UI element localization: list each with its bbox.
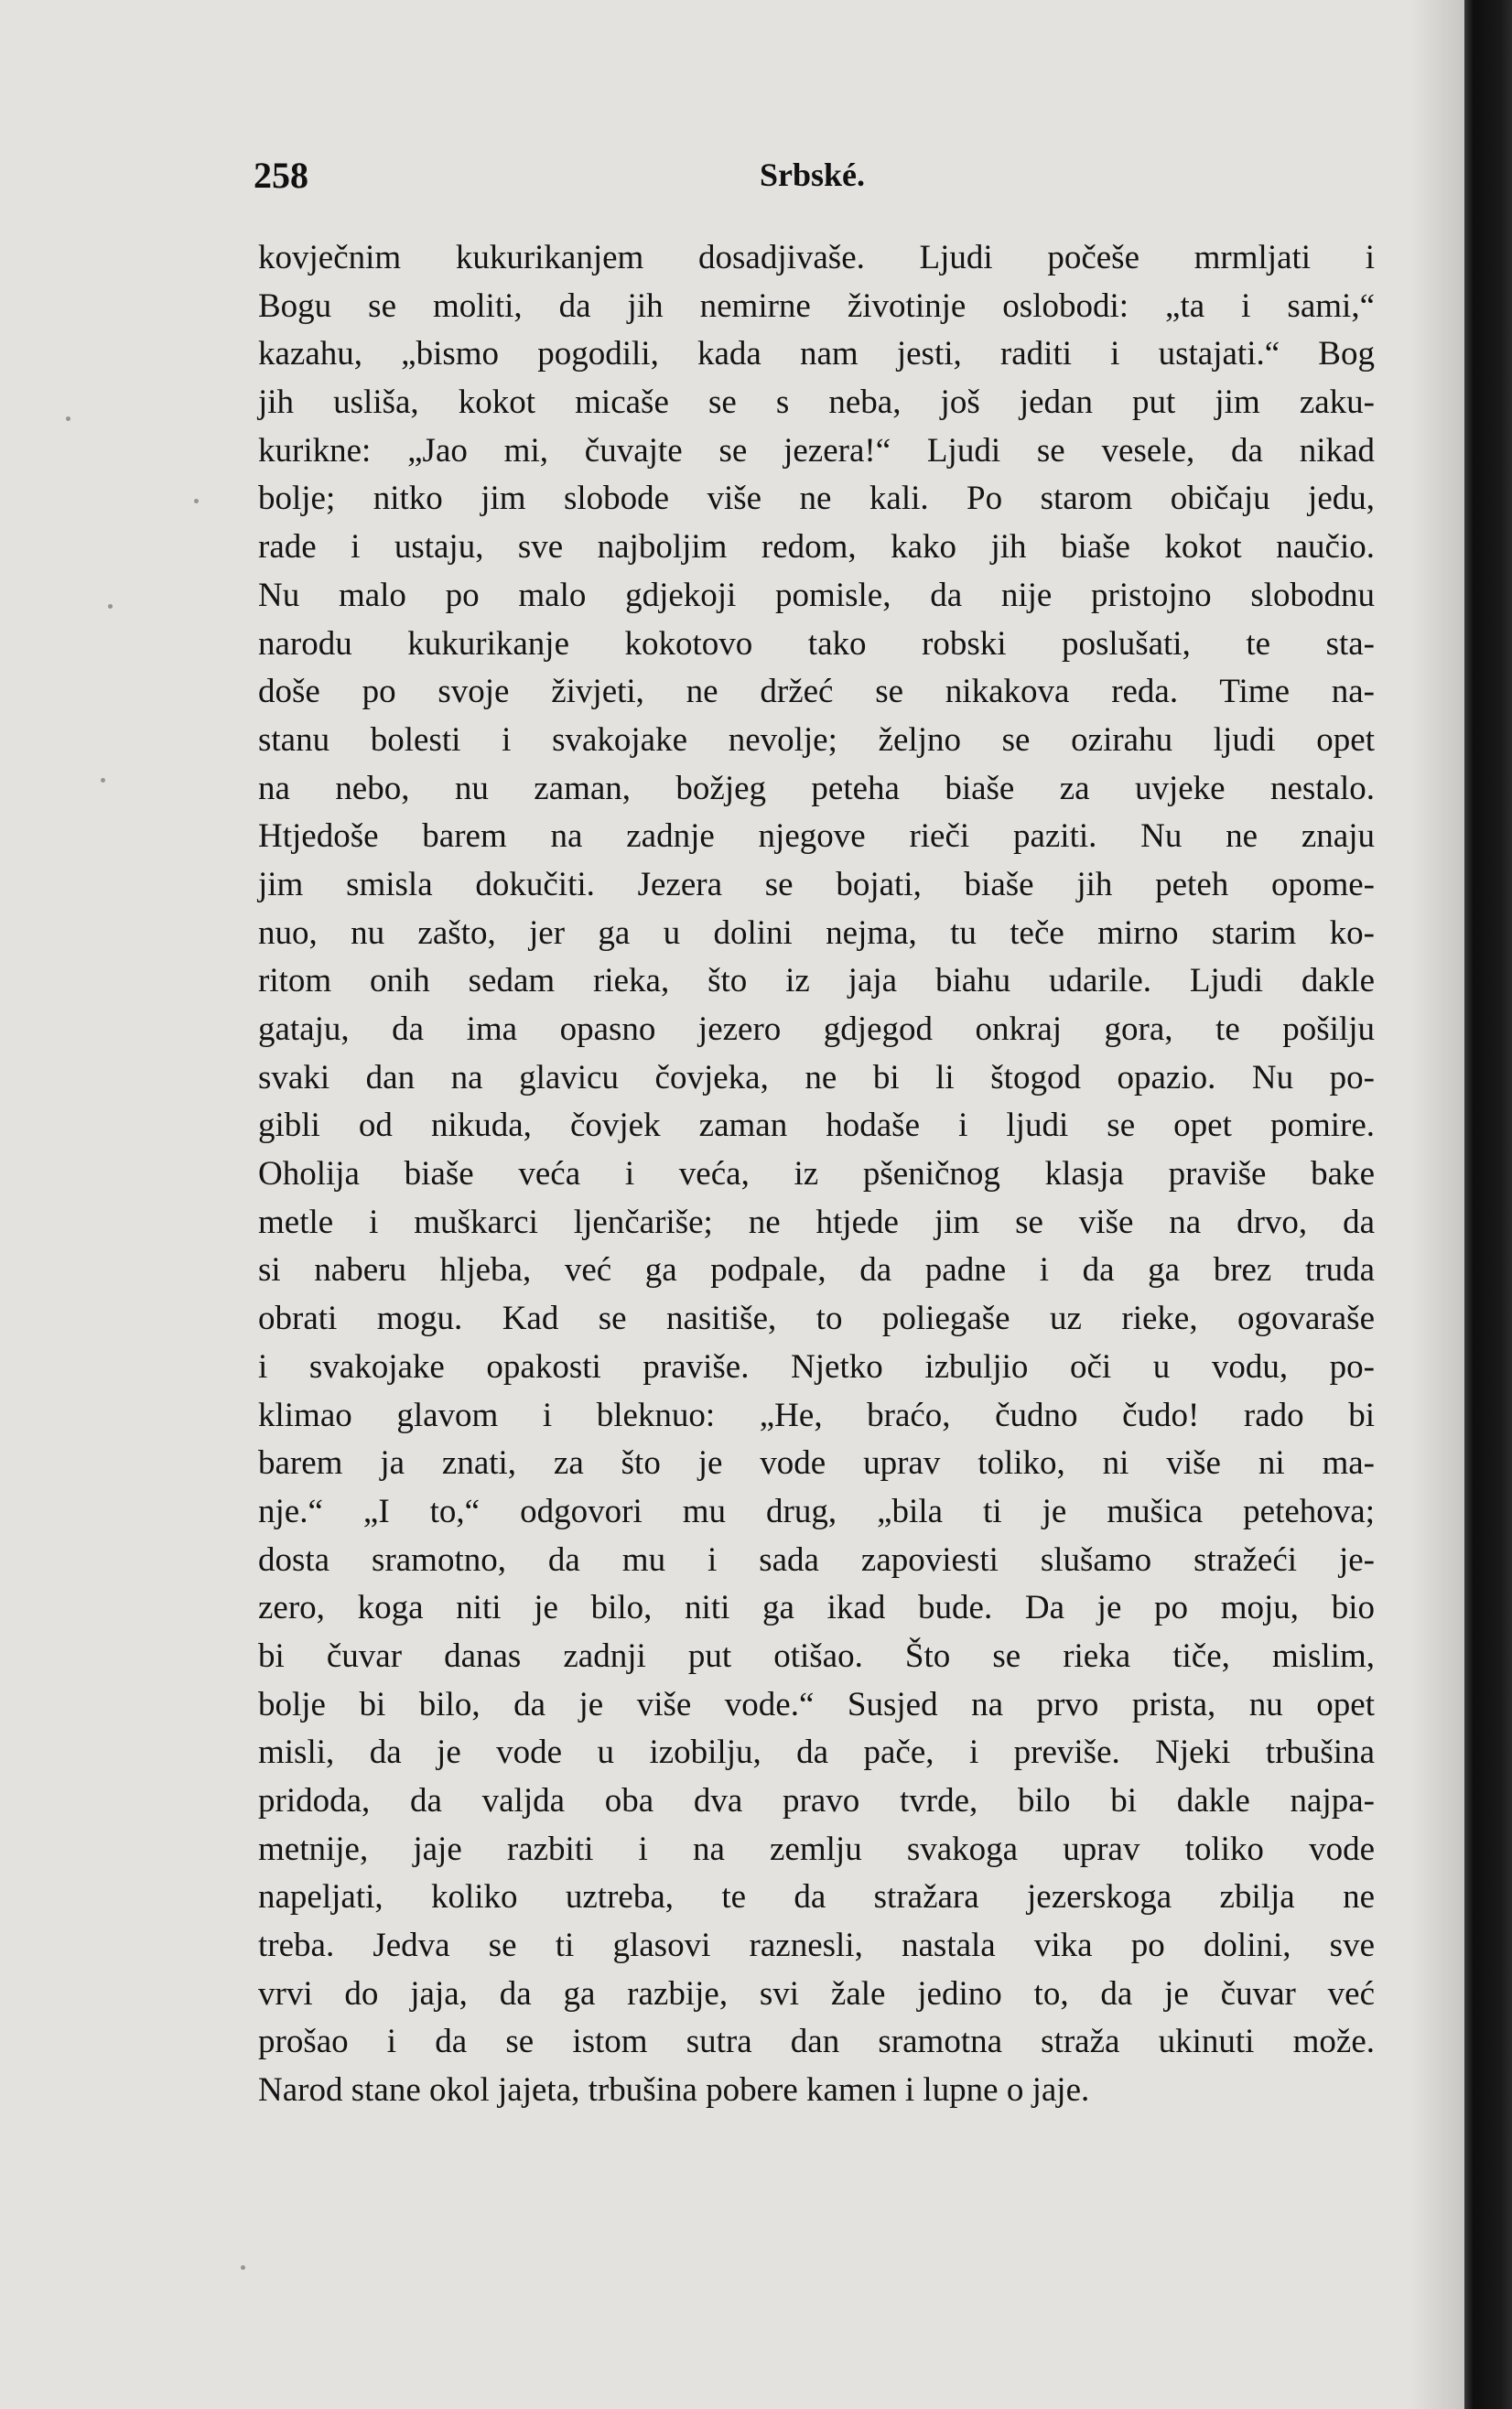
text-line: napeljati, koliko uztreba, te da stražara jezerskoga zbilja ne bbox=[258, 1878, 1375, 1917]
text-line: kovječnim kukurikanjem dosadjivaše. Ljudi počeše mrmljati i bbox=[258, 239, 1375, 276]
text-line: zero, koga niti je bilo, niti ga ikad bude. Da je po moju, bio bbox=[258, 1589, 1375, 1627]
text-line: prošao i da se istom sutra dan sramotna straža ukinuti može. bbox=[258, 2023, 1375, 2061]
text-line: Bogu se moliti, da jih nemirne životinje oslobodi: „ta i sami,“ bbox=[258, 286, 1375, 325]
text-line: si naberu hljeba, već ga podpale, da padne i da ga brez truda bbox=[258, 1251, 1375, 1290]
text-line: dosta sramotno, da mu i sada zapoviesti slušamo stražeći je- bbox=[258, 1540, 1375, 1579]
text-line: kurikne: „Jao mi, čuvajte se jezera!“ Ljudi se vesele, da nikad bbox=[258, 431, 1375, 470]
text-line: Nu malo po malo gdjekoji pomisle, da nije pristojno slobodnu bbox=[258, 576, 1375, 614]
scan-speck bbox=[101, 778, 105, 783]
running-head: Srbské. bbox=[760, 157, 866, 193]
text-line: barem ja znati, za što je vode uprav toliko, ni više ni ma- bbox=[258, 1444, 1375, 1483]
text-line: gataju, da ima opasno jezero gdjegod onkraj gora, te pošilju bbox=[258, 1010, 1375, 1048]
text-line: i svakojake opakosti praviše. Njetko izbuljio oči u vodu, po- bbox=[258, 1347, 1375, 1386]
text-line: jim smisla dokučiti. Jezera se bojati, biaše jih peteh opome- bbox=[258, 865, 1375, 903]
scan-speck bbox=[194, 499, 199, 503]
text-line: metle i muškarci ljenčariše; ne htjede jim se više na drvo, da bbox=[258, 1203, 1375, 1241]
text-line: obrati mogu. Kad se nasitiše, to poliegaše uz rieke, ogovaraše bbox=[258, 1300, 1375, 1338]
text-line: ritom onih sedam rieka, što iz jaja biahu udarile. Ljudi dakle bbox=[258, 962, 1375, 1000]
scanner-background-edge bbox=[1464, 0, 1512, 2409]
text-line: kazahu, „bismo pogodili, kada nam jesti, raditi i ustajati.“ Bog bbox=[258, 335, 1375, 373]
page-edge-shadow bbox=[1409, 0, 1464, 2409]
text-line: pridoda, da valjda oba dva pravo tvrde, bilo bi dakle najpa- bbox=[258, 1782, 1375, 1820]
text-line: stanu bolesti i svakojake nevolje; željno se ozirahu ljudi opet bbox=[258, 720, 1375, 759]
text-line: klimao glavom i bleknuo: „He, braćo, čudno čudo! rado bi bbox=[258, 1396, 1375, 1434]
scan-speck bbox=[108, 604, 113, 609]
text-line: svaki dan na glavicu čovjeka, ne bi li štogod opazio. Nu po- bbox=[258, 1058, 1375, 1096]
text-line: bolje bi bilo, da je više vode.“ Susjed na prvo prista, nu opet bbox=[258, 1685, 1375, 1723]
text-line: bi čuvar danas zadnji put otišao. Što se rieka tiče, mislim, bbox=[258, 1637, 1375, 1675]
text-line: metnije, jaje razbiti i na zemlju svakoga uprav toliko vode bbox=[258, 1830, 1375, 1868]
text-line: nje.“ „I to,“ odgovori mu drug, „bila ti je mušica petehova; bbox=[258, 1492, 1375, 1530]
text-line: Narod stane okol jajeta, trbušina pobere kamen i lupne o jaje. bbox=[258, 2071, 1090, 2110]
text-line: doše po svoje živjeti, ne držeć se nikakova reda. Time na- bbox=[258, 673, 1375, 711]
body-text bbox=[258, 234, 1375, 2115]
text-line: Oholija biaše veća i veća, iz pšeničnog klasja praviše bake bbox=[258, 1155, 1375, 1194]
text-line: jih usliša, kokot micaše se s neba, još jedan put jim zaku- bbox=[258, 383, 1375, 422]
text-line: na nebo, nu zaman, božjeg peteha biaše za uvjeke nestalo. bbox=[258, 769, 1375, 807]
text-line: rade i ustaju, sve najboljim redom, kako jih biaše kokot naučio. bbox=[258, 528, 1375, 567]
text-line: gibli od nikuda, čovjek zaman hodaše i ljudi se opet pomire. bbox=[258, 1107, 1375, 1145]
page-number: 258 bbox=[254, 155, 308, 196]
text-line: bolje; nitko jim slobode više ne kali. Po starom običaju jedu, bbox=[258, 480, 1375, 518]
scan-speck bbox=[241, 2265, 245, 2270]
text-line: Htjedoše barem na zadnje njegove rieči paziti. Nu ne znaju bbox=[258, 817, 1375, 856]
scan-speck bbox=[66, 416, 70, 421]
text-line: treba. Jedva se ti glasovi raznesli, nastala vika po dolini, sve bbox=[258, 1927, 1375, 1965]
text-line: vrvi do jaja, da ga razbije, svi žale jedino to, da je čuvar već bbox=[258, 1974, 1375, 2013]
text-line: narodu kukurikanje kokotovo tako robski poslušati, te sta- bbox=[258, 624, 1375, 663]
page-header bbox=[254, 154, 1352, 209]
text-line: nuo, nu zašto, jer ga u dolini nejma, tu teče mirno starim ko- bbox=[258, 913, 1375, 952]
text-line: misli, da je vode u izobilju, da pače, i previše. Njeki trbušina bbox=[258, 1734, 1375, 1772]
